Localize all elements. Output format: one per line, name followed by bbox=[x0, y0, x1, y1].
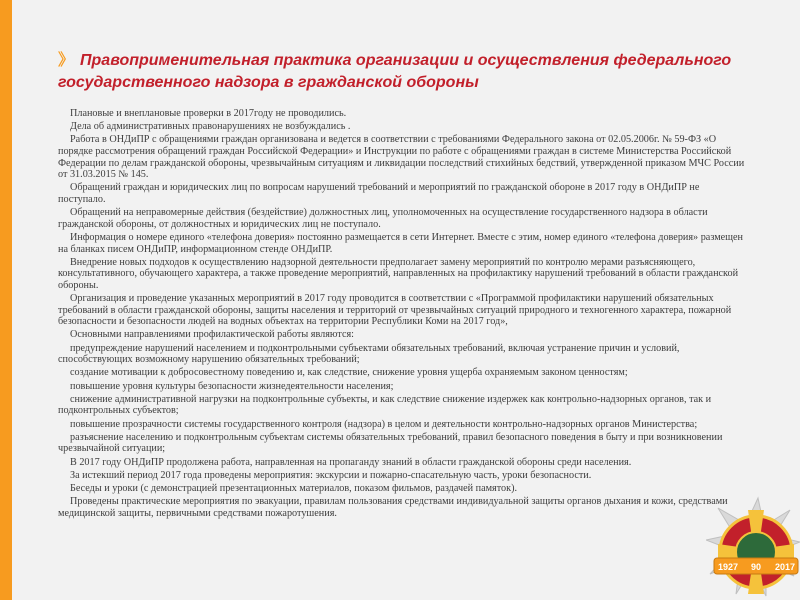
paragraph: Организация и проведение указанных мероприятий в 2017 году проводится в соответствии с «Программой профилактики нарушений обязательных требований в области гражданской обороны, защиты населения и территорий от чрезвычайных ситуаций природного и техногенного характера, пожарной безопасности и безопасности людей на водных объектах на территории Республики Коми на 2017 год», bbox=[58, 293, 732, 328]
paragraph: Проведены практические мероприятия по эвакуации, правилам пользования средствами индивидуальной защиты органов дыхания и кожи, средствами медицинской защиты, первичными средствами пожаротушения. bbox=[58, 496, 728, 519]
paragraph: разъяснение населению и подконтрольным субъектам системы обязательных требований, правил безопасного поведения в быту и при возникновении чрезвычайной ситуации; bbox=[58, 431, 723, 455]
paragraph: создание мотивации к добросовестному поведению и, как следствие, снижение уровня ущерба охраняемым законом ценностям; bbox=[70, 367, 628, 379]
paragraph: предупреждение нарушений населением и подконтрольными субъектами обязательных требований, включая устранение причин и условий, способствующих возможному нарушению обязательных требований; bbox=[58, 342, 680, 366]
paragraph: Основными направлениями профилактической работы являются: bbox=[70, 329, 354, 341]
paragraph: Обращений граждан и юридических лиц по вопросам нарушений требований и мероприятий по гражданской обороне в 2017 году в ОНДиПР не поступало. bbox=[58, 182, 700, 205]
paragraph: повышение уровня культуры безопасности жизнедеятельности населения; bbox=[70, 380, 394, 392]
paragraph: Плановые и внеплановые проверки в 2017году не проводились. bbox=[70, 108, 347, 119]
emblem-number: 90 bbox=[750, 562, 762, 572]
paragraph: Беседы и уроки (с демонстрацией презентационных материалов, показом фильмов, раздачей памяток). bbox=[70, 482, 518, 494]
paragraph: Обращений на неправомерные действия (бездействие) должностных лиц, уполномоченных на осуществление государственного надзора в области гражданской обороны, от должностных и юридических лиц не поступало. bbox=[58, 207, 708, 230]
paragraph: снижение административной нагрузки на подконтрольные субъекты, и как следствие снижение издержек как контрольно-надзорных органов, так и подконтрольных субъектов; bbox=[58, 393, 712, 417]
paragraph: повышение прозрачности системы государственного контроля (надзора) в целом и деятельности контрольно-надзорных органов Министерства; bbox=[70, 418, 698, 430]
paragraph: Работа в ОНДиПР с обращениями граждан организована и ведется в соответствии с требованиями Федерального закона от 02.05.2006г. № 59-ФЗ «О порядке рассмотрения обращений граждан Российской Федерации» и Инструкции по работе с обращениями граждан в системе Министерства Российской Федерации по делам гражданской обороны, чрезвычайным ситуациям и ликвидации последствий стихийных бедствий, утвержденной приказом МЧС России от 31.03.2015 № 145. bbox=[58, 134, 745, 181]
slide-title bbox=[58, 50, 758, 94]
emblem-year-left: 1927 bbox=[717, 562, 739, 572]
paragraph: Информация о номере единого «телефона доверия» постоянно размещается в сети Интернет. Вместе с этим, номер единого «телефона доверия» размещен на бланках писем ОНДиПР, информационном стенде ОНДиПР. bbox=[58, 231, 743, 255]
anniversary-emblem-icon bbox=[706, 496, 800, 600]
paragraph: В 2017 году ОНДиПР продолжена работа, направленная на пропаганду знаний в области гражданской обороны среди населения. bbox=[70, 456, 632, 468]
title-marker-icon: 》 bbox=[58, 52, 75, 69]
paragraph: За истекший период 2017 года проведены мероприятия: экскурсии и пожарно-спасательную часть, уроки безопасности. bbox=[70, 469, 592, 481]
left-accent-bar bbox=[0, 0, 12, 600]
paragraph: Внедрение новых подходов к осуществлению надзорной деятельности предполагает замену мероприятий по контролю мерами разъясняющего, консультативного, обучающего характера, а также проведение мероприятий, направленных на профилактику нарушений требований в области гражданской обороны. bbox=[58, 256, 739, 291]
title-text: Правоприменительная практика организации и осуществления федерального государственного надзора в гражданской обороны bbox=[58, 52, 732, 91]
paragraph: Дела об административных правонарушениях не возбуждались . bbox=[70, 121, 351, 133]
emblem-year-right: 2017 bbox=[774, 562, 796, 572]
slide-body bbox=[58, 108, 748, 521]
